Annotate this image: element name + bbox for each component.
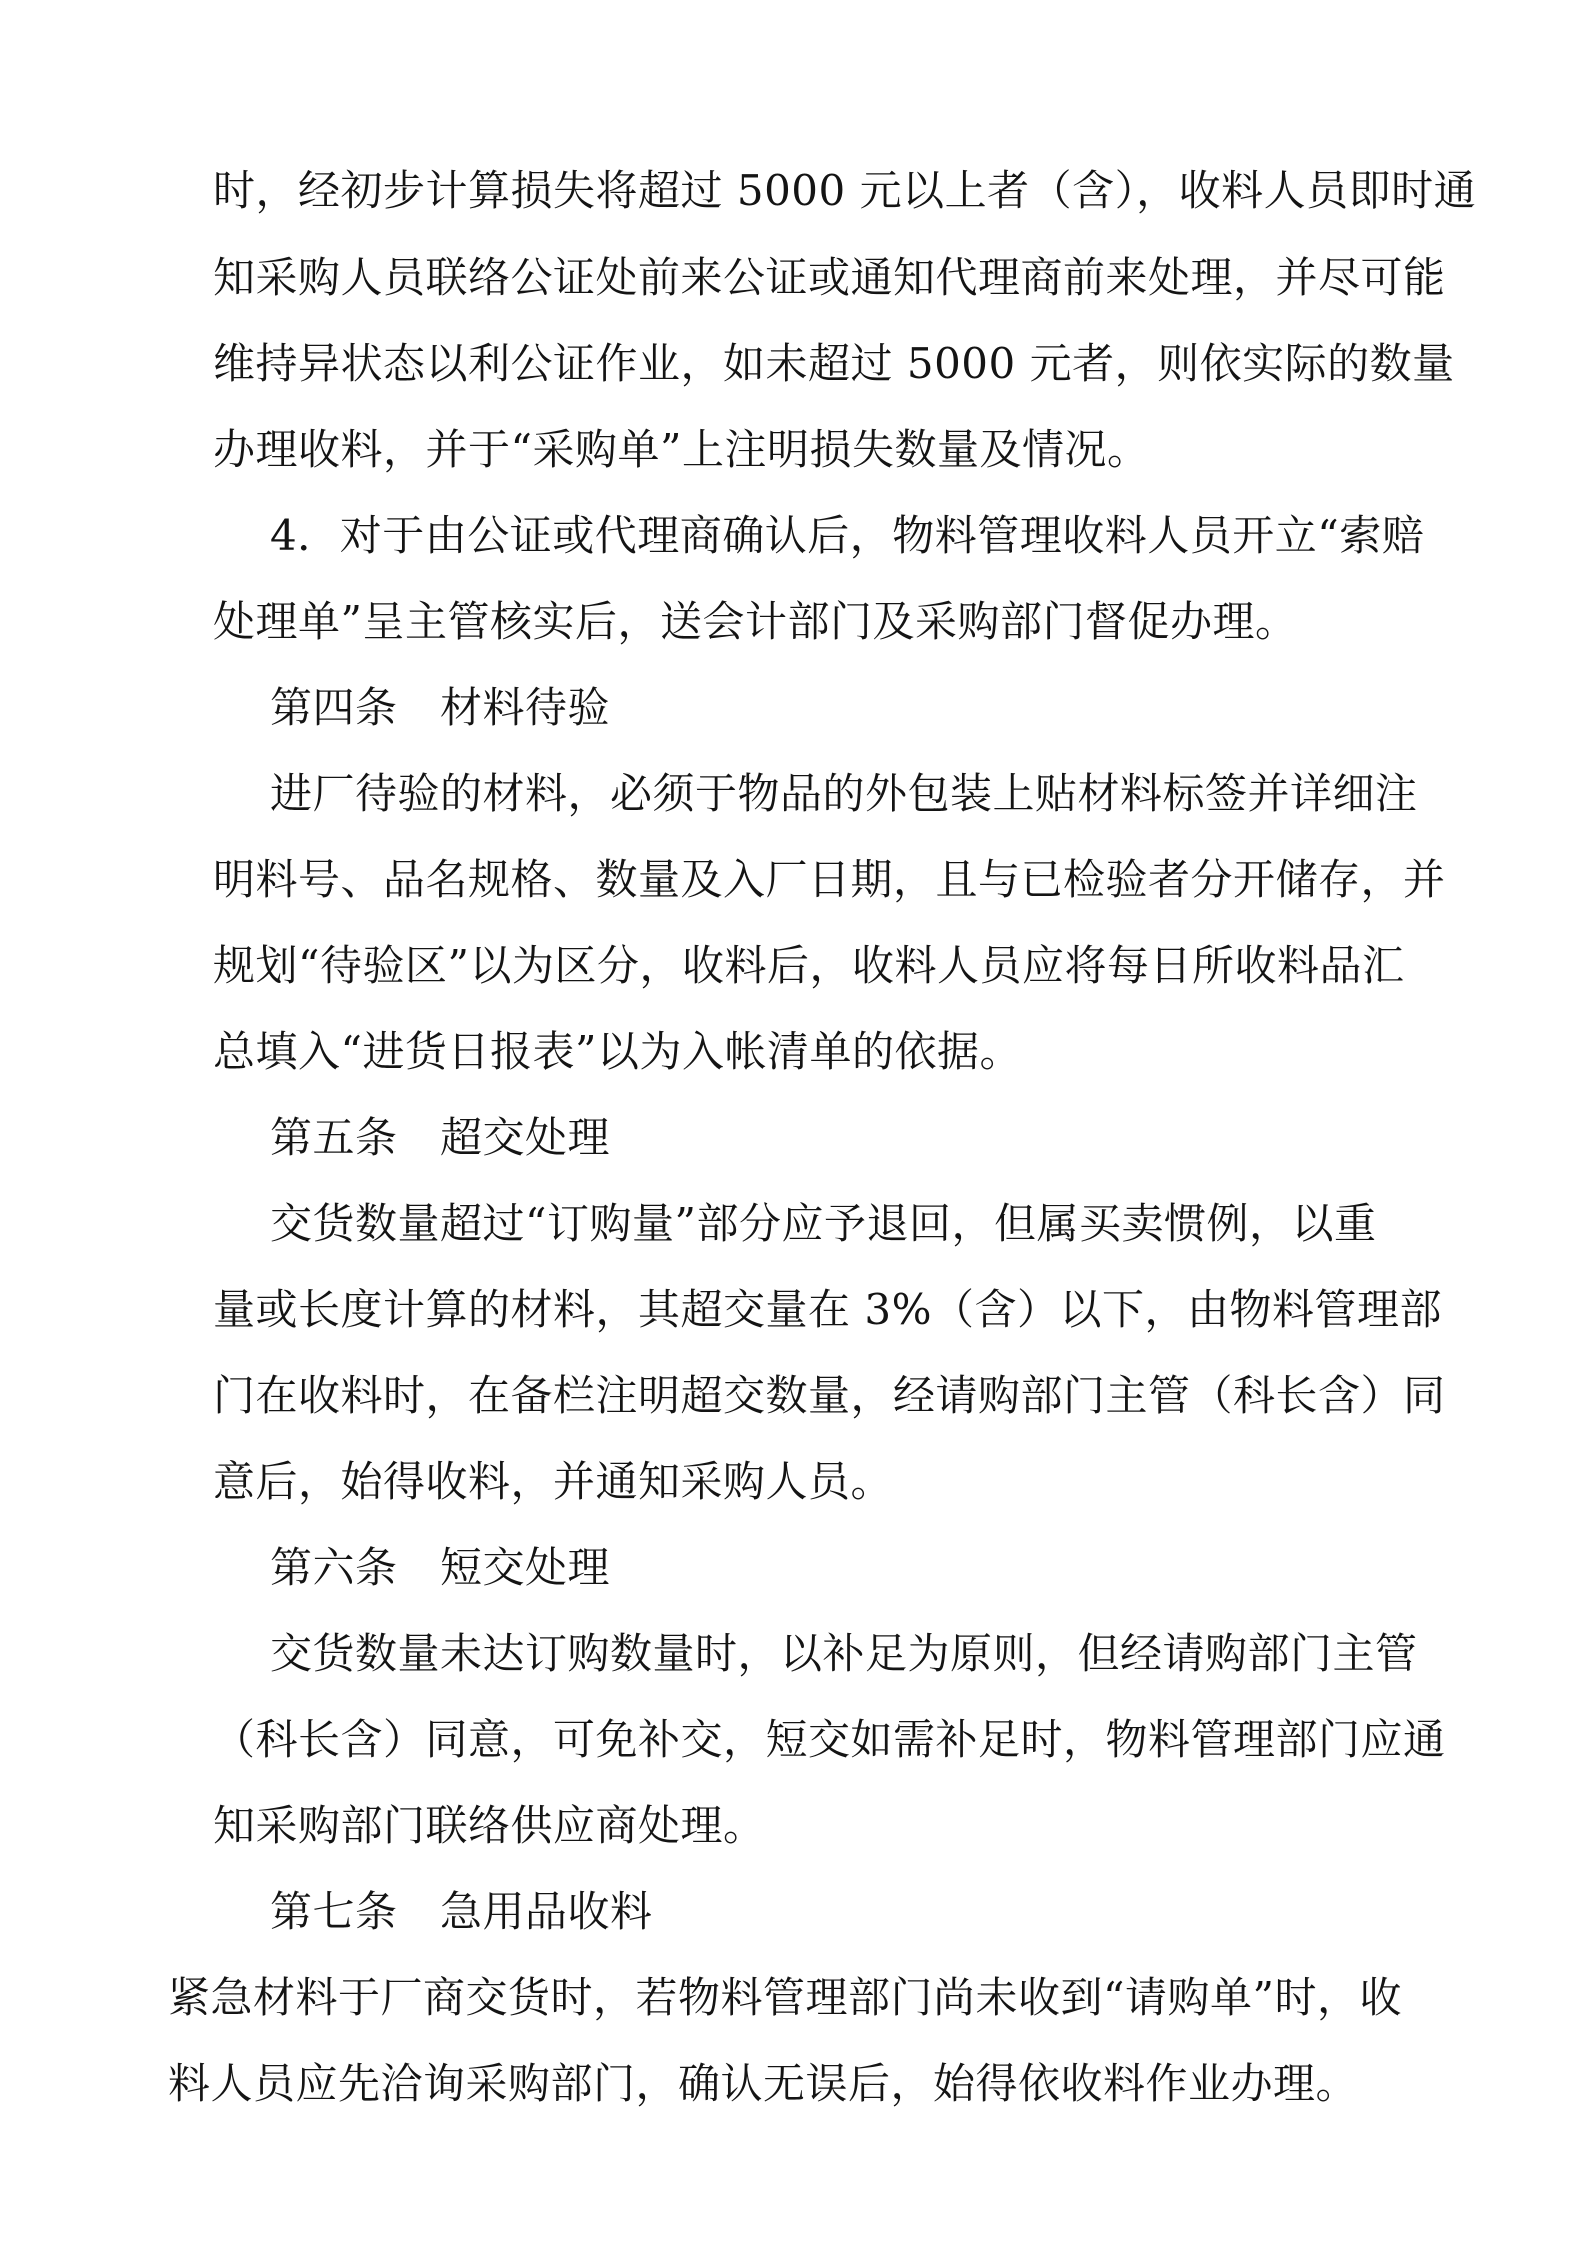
text-line: 规划“待验区”以为区分，收料后，收料人员应将每日所收料品汇: [213, 941, 1405, 990]
text-line: 意后，始得收料，并通知采购人员。: [213, 1457, 894, 1506]
text-line: 办理收料，并于“采购单”上注明损失数量及情况。: [213, 425, 1150, 474]
text-line: 料人员应先洽询采购部门，确认无误后，始得依收料作业办理。: [168, 2059, 1359, 2108]
text-line: 总填入“进货日报表”以为入帐清单的依据。: [213, 1027, 1022, 1076]
text-line: 维持异状态以利公证作业，如未超过 5000 元者，则依实际的数量: [213, 339, 1455, 388]
text-line: 4．对于由公证或代理商确认后，物料管理收料人员开立“索赔: [270, 511, 1425, 560]
text-line: 知采购部门联络供应商处理。: [213, 1801, 766, 1850]
text-line: 知采购人员联络公证处前来公证或通知代理商前来处理，并尽可能: [213, 253, 1446, 302]
text-line: 处理单”呈主管核实后，送会计部门及采购部门督促办理。: [213, 597, 1298, 646]
text-line: 紧急材料于厂商交货时，若物料管理部门尚未收到“请购单”时，收: [168, 1973, 1402, 2022]
section-heading: 第七条 急用品收料: [270, 1887, 653, 1936]
section-heading: 第四条 材料待验: [270, 683, 611, 732]
text-line: 交货数量未达订购数量时，以补足为原则，但经请购部门主管: [270, 1629, 1418, 1678]
text-line: 时，经初步计算损失将超过 5000 元以上者（含），收料人员即时通: [213, 166, 1477, 215]
text-line: （科长含）同意，可免补交，短交如需补足时，物料管理部门应通: [213, 1715, 1446, 1764]
text-line: 明料号、品名规格、数量及入厂日期，且与已检验者分开储存，并: [213, 855, 1446, 904]
section-heading: 第五条 超交处理: [270, 1113, 611, 1162]
text-line: 交货数量超过“订购量”部分应予退回，但属买卖惯例，以重: [270, 1199, 1377, 1248]
text-line: 量或长度计算的材料，其超交量在 3%（含）以下，由物料管理部: [213, 1285, 1442, 1334]
text-line: 门在收料时，在备栏注明超交数量，经请购部门主管（科长含）同: [213, 1371, 1446, 1420]
section-heading: 第六条 短交处理: [270, 1543, 611, 1592]
text-line: 进厂待验的材料，必须于物品的外包装上贴材料标签并详细注: [270, 769, 1418, 818]
